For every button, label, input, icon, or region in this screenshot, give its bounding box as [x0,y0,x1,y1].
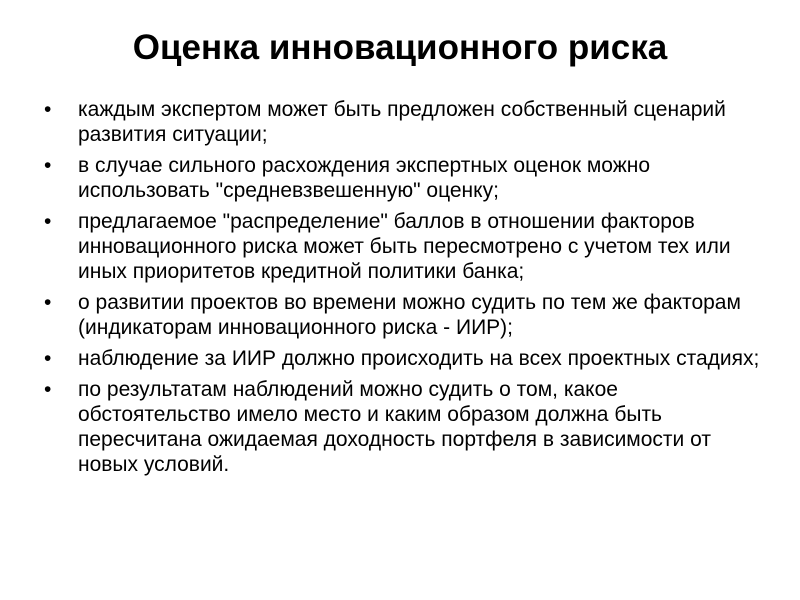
bullet-text: о развитии проектов во времени можно судить по тем же факторам (индикаторам инновационного риска - ИИР); [78,291,741,339]
bullet-item-1 [40,97,760,147]
bullet-item-5 [40,346,760,371]
bullet-item-6 [40,377,760,477]
bullet-text: каждым экспертом может быть предложен собственный сценарий развития ситуации; [78,98,726,146]
bullet-dot-icon: • [44,210,52,233]
bullet-dot-icon: • [44,291,52,314]
bullet-item-4 [40,290,760,340]
bullet-dot-icon: • [44,378,52,401]
bullet-dot-icon: • [44,347,52,370]
bullet-text: в случае сильного расхождения экспертных оценок можно использовать "средневзвешенную" оценку; [78,154,651,202]
bullet-list [40,97,760,483]
bullet-dot-icon: • [44,154,52,177]
bullet-text: наблюдение за ИИР должно происходить на всех проектных стадиях; [78,347,760,370]
bullet-item-2 [40,153,760,203]
bullet-text: по результатам наблюдений можно судить о том, какое обстоятельство имело место и каким образом должна быть пересчитана ожидаемая доходность портфеля в зависимости от новых условий. [78,378,711,476]
bullet-dot-icon: • [44,98,52,121]
bullet-text: предлагаемое "распределение" баллов в отношении факторов инновационного риска может быть пересмотрено с учетом тех или иных приоритетов кредитной политики банка; [78,210,731,283]
slide-title: Оценка инновационного риска [132,28,668,67]
bullet-item-3 [40,209,760,284]
